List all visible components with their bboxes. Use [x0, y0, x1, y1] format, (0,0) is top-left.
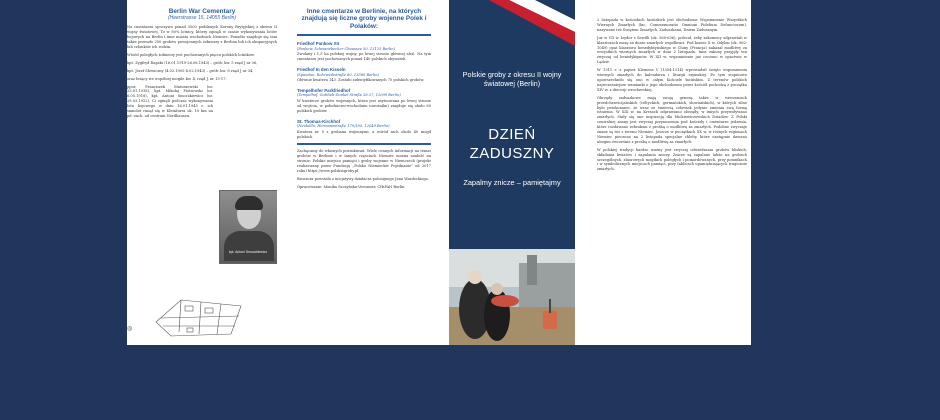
panel1-address: (Heerstrasse 15, 14055 Berlin): [167, 15, 237, 22]
cemetery-name: Friedhof Pankow XII: [297, 41, 339, 47]
panel1-title-text: Berlin War Cementary: [168, 8, 236, 15]
brochure-sheet: [127, 0, 751, 345]
panel-history: [597, 0, 747, 345]
cemetery-address: (Spandau, Rohrweihstraße 80, 13589 Berlin): [297, 72, 379, 77]
cemetery-address: (Neukölln, Hermannstraße 179/185, 12049 Berlin): [297, 124, 390, 129]
portrait-caption: kpt. Antoni Smoczkiewicz: [228, 250, 268, 254]
panel1-intro: Na cmentarzu spoczywa ponad 3500 poddanych Korony Brytyjskiej z okresu II wojny światowej. To w 80% lotnicy, którzy zginęli w czasie wykonywania lotów bojowych na Berlin i inne miasta wschodnich Niemiec. Ponadto znajduje się tam także przeszło 250 grobów powojennych żołnierzy z Berlina lub ich okupacyjnych lub członków ich rodzin.: [127, 25, 277, 50]
history-paragraph: W polskiej tradycji bardzo ważny jest zwyczaj odwiedzania grobów bliskich, składania kwiatów i zapalania zniczy. Znicze są zapalane także na grobach szczególnych, zbiorowych mogiłach poległych i pomordowanych, przy pomnikach i w symbolicznych miejscach pamięci, przy tablicach upamiętniających tragicznie zmarłych.: [597, 147, 747, 172]
cemetery-painting-image: [449, 249, 575, 345]
cemetery-description: W kwaterze grobów wojennych, która jest usytuowana po lewej stronie od wejścia, w południowo-wschodnim narożniku) znajduje się około 60 polskich grobów: [297, 98, 431, 113]
history-paragraph: 2 listopada w kościołach łacińskich jest obchodzone Wspomnienie Wszystkich Wiernych Zmarłych (łac. Commemoratio Omnium Fidelium Defunctorum), nazywane też Świętem Zmarłych, Zaduszkami, Dniem Zadusznym.: [597, 18, 747, 32]
north-arrow-icon: ◎: [127, 325, 133, 332]
cemetery-address: (Tempelhof, Gottlieb-Dunkel-Straße 26-27, 12099 Berlin): [297, 93, 401, 98]
history-paragraph: Już w VII w. Izydor z Sewilli (ok. 560-636), polecał, żeby zakonnicy odprawiali w klasztorach mszę za dusze zmarłych współbraci. Pod koniec X w. Odylon (ok. 962-1049) opat klasztoru benedyktyńskiego w Cluny (Francja) nakazał modlitwy za wszystkich wiernych zmarłych w dniu 2 listopada. Inne zakony przyjęły ten zwyczaj od benedyktynów. W XII w. wspomnienie już czczono w opactwie w Lądzie.: [597, 35, 747, 65]
cemetery-name: Friedhof In den Kisseln: [297, 67, 346, 73]
panel2-appeal: Zachęcamy do własnych poszukiwań. Wiele cennych informacji na temat grobów w Berlinie i w innych częściach Niemiec można znaleźć na stronie: Polskie miejsca pamięci i groby wojenne w Niemczech (projekt realizowany przez Fundację „Polsko Niemieckie Pojednanie” od 2017 roku) https://www.polskiegroby.pl: [297, 149, 431, 174]
cover-main-title: DZIEŃ ZADUSZNY: [469, 126, 555, 162]
panel1-crew-text: ppor. Franciszek Matuszewski (ur. 23.01.1918), kpt. Mikołaj Piotrowski (ur. 6.05.1918), kpt. Antoni Smoczkiewicz (ur. 29.03.1922). Ci zginęli podczas wykonywania lotu bojowego w dniu 16.01.1945 r. ich samolot runął się w Kleinfurra ok. 10 km na pd.-zach. od centrum Nordhausen.: [127, 84, 213, 118]
cover-title: Polskie groby z okresu II wojny światowej (Berlin): [462, 70, 562, 88]
cemetery-name: Tempelhofer Parkfriedhof: [297, 87, 351, 93]
cemetery-description: Zwołany i 1,5 ha polskiej wojny, po lewej stronie głównej alei). Na tym cmentarzu jest pochowanych ponad 140 polskich obywateli.: [297, 52, 431, 62]
panel-berlin-war-cemetery: [127, 0, 277, 345]
airman-entry: kpt. Zygfryd Rapski (16.01.1919-26.08.1943) – grób: kw. 5 rząd J nr 36,: [127, 60, 258, 65]
panel2-title: Inne cmentarze w Berlinie, na których znajdują się liczne groby wojenne Polek i Polaków:: [301, 8, 427, 30]
panel-other-cemeteries: [297, 0, 431, 345]
divider: [297, 34, 431, 36]
cemetery-address: (Pankow, Schwanebecker Chaussee 50, 13125 Berlin): [297, 46, 395, 51]
airman-entry: kpt. Józef Słowiczny (4.02.1905-4.02.1943) – grób: kw. 8 rząd J nr 34,: [127, 68, 254, 73]
history-paragraph: Obrzędy zaduszkowe mają swoją genezę także w wierzeniach przedchrześcijańskich (celtyckich, germańskich, słowiańskich), w których silne było przekonanie, że wraz ze śmiercią człowiek jedynie zmienia swą formę istnienia. W XIX w. na Kresach odprawiano obrzędy, w innych przywoływano zmarłych. Stały się one inspiracją dla Mickiewiczowskich Dziadów. Z Polski centralnej znany jest zwyczaj przynoszenia pod kościoły i cmentarze jedzenia, które rozdawano żebrakom z prośbą o modlitwę za zmarłych. Podobne zwyczaje znane są też z terenu Niemiec. Jeszcze w początkach XX w. w różnych regionach Niemiec pieczono na 2 listopada specjalne chleby, które następnie dawano ubogim ówcześnie z prośbą o modlitwę za zmarłych.: [597, 95, 747, 144]
history-paragraph: W 1311 r. z papież Klemens V (1304-1314) wprowadził święto wspomnienia wiernych zmarłych do kalendarza i liturgii rzymskiej. Po tym stopniowo upowszechniło się ono w całym Kościele łacińskim. Z terenów polskich najwcześniejsze wzmianki o jego obchodzeniu przez kościół pochodzą z początku XIV w. z diecezji wrocławskiej.: [597, 68, 747, 92]
airman-entry: oraz leżący we wspólnej mogile kw. 4, rząd J, nr 13-17:: [127, 76, 227, 81]
portrait-shoulders: [224, 231, 274, 261]
cemetery-map-icon: [151, 292, 246, 337]
cover-subtitle: Zapalmy znicze – pamiętajmy: [463, 178, 561, 187]
cemetery-description: Kwatera nr 9 z grobami wojennymi, a wśród nich około 40 mogił polskich.: [297, 129, 431, 139]
cemetery-name: St. Thomas-Kirchhof: [297, 118, 341, 124]
portrait-hair: [235, 196, 263, 210]
cover-panel: [449, 0, 575, 345]
panel1-list-intro: Wśród poległych żołnierzy jest pochowanych pięciu polskich lotników:: [127, 52, 256, 57]
cemetery-description: Głównie kwatera 143. Zostało zidentyfikowanych 75 polskich grobów.: [297, 78, 425, 83]
flag-stripes-icon: [449, 0, 575, 60]
divider: [297, 143, 431, 145]
panel1-title: [127, 8, 277, 21]
panel2-credits: Opracowanie: Monika Szczyńska-Vercamer, CHiPAN Berlin: [297, 184, 405, 189]
panel2-brochure-note: Broszura powstała z inicjatywy działacza polonijnego Jana Wardeckiego.: [297, 177, 429, 181]
